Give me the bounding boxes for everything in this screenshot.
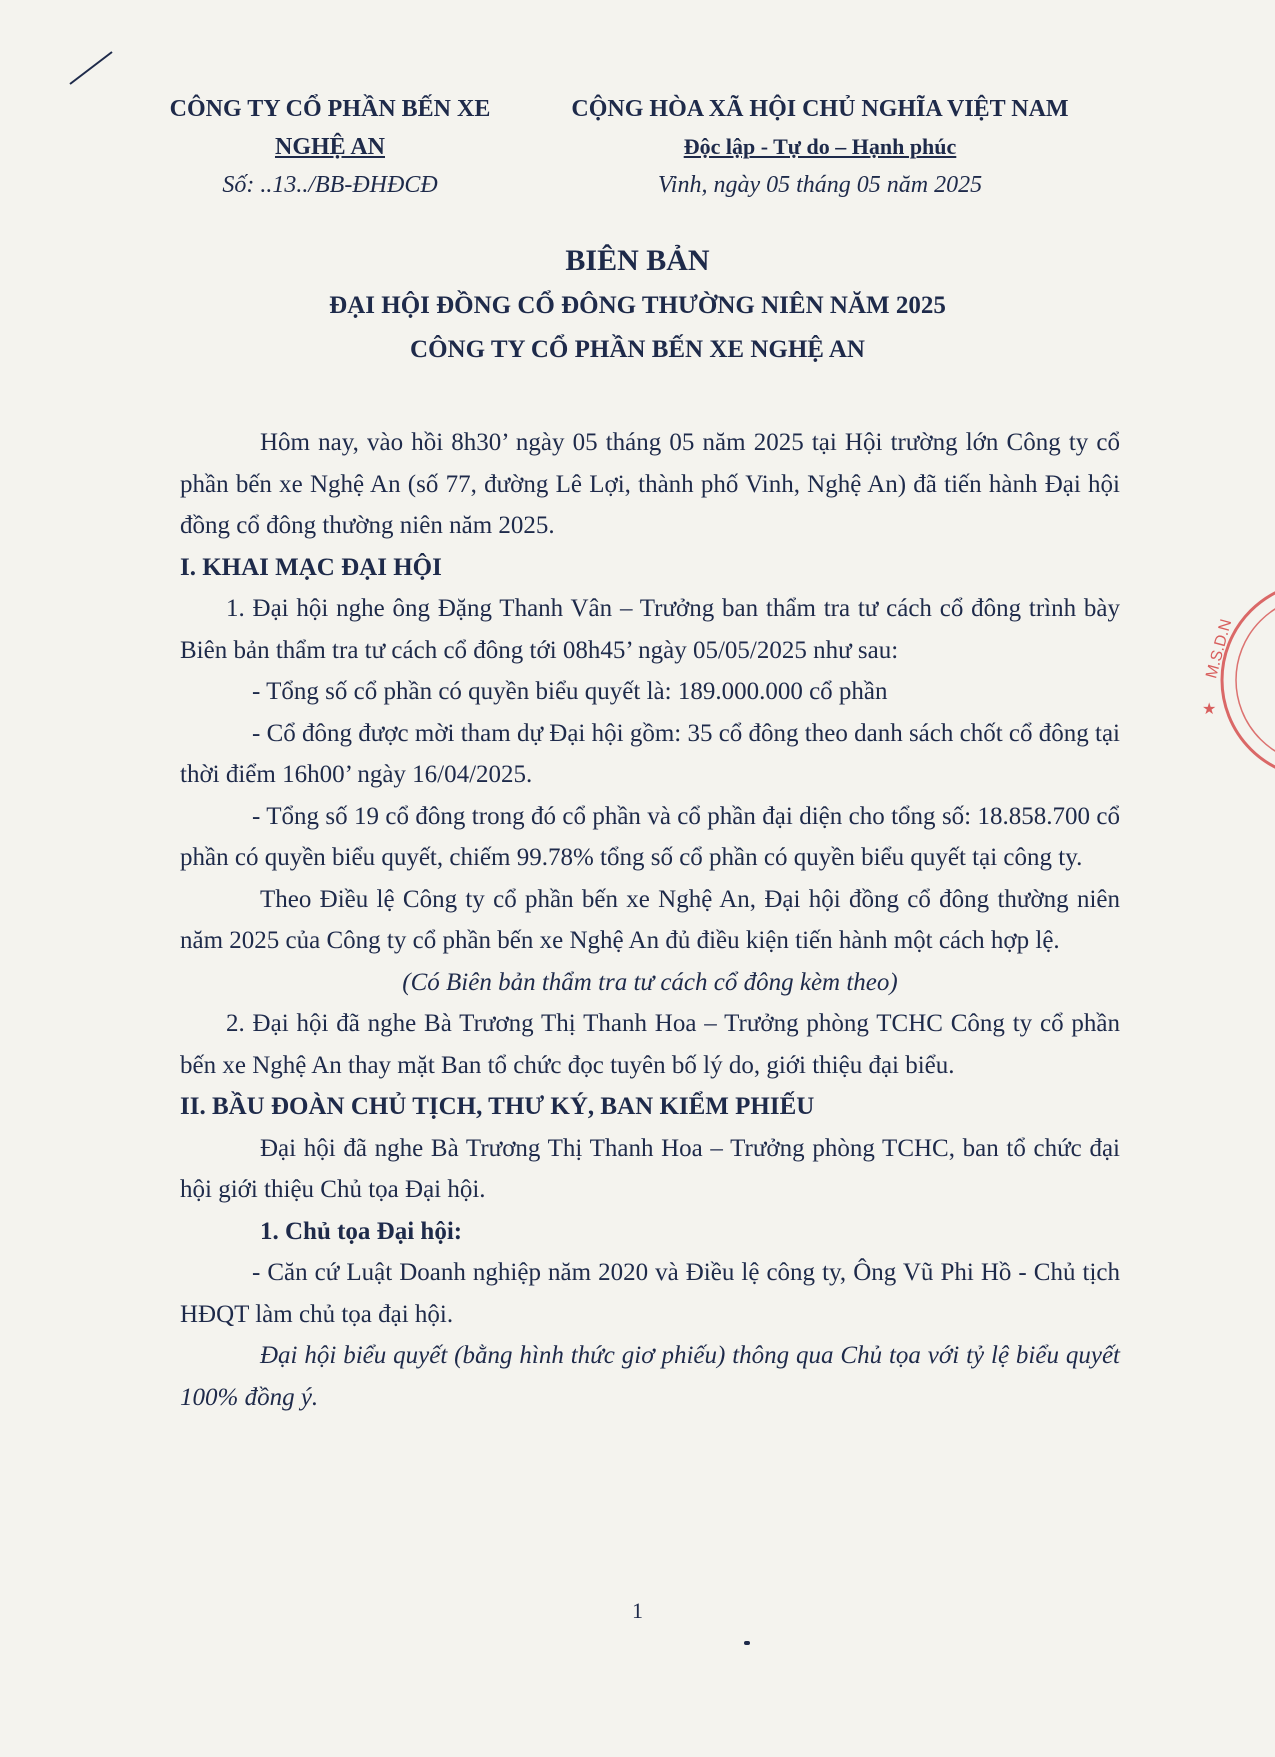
section2-dash1: - Căn cứ Luật Doanh nghiệp năm 2020 và Điều lệ công ty, Ông Vũ Phi Hồ - Chủ tịch HĐQT làm chủ tọa đại hội. (180, 1259, 1120, 1328)
svg-text:M.S.D.N: M.S.D.N (1203, 617, 1236, 681)
section1-dash3: - Tổng số 19 cổ đông trong đó cổ phần và cổ phần đại diện cho tổng số: 18.858.700 cổ phần có quyền biểu quyết, chiếm 99.78% tổng số cổ phần có quyền biểu quyết tại công ty. (180, 802, 1120, 871)
company-name-line2: NGHỆ AN (274, 134, 385, 160)
title-line1: BIÊN BẢN (565, 244, 710, 277)
company-name-line1: CÔNG TY CỔ PHẦN BẾN XE (169, 96, 491, 122)
section1-note: (Có Biên bản thẩm tra tư cách cổ đông kèm theo) (402, 968, 898, 996)
pen-mark-icon (66, 48, 116, 88)
page-number: 1 (632, 1598, 643, 1623)
document-header (0, 90, 1275, 200)
section1-dash2: - Cổ đông được mời tham dự Đại hội gồm: 35 cổ đông theo danh sách chốt cổ đông tại thời điểm 16h00’ ngày 16/04/2025. (180, 719, 1120, 788)
place-date: Vinh, ngày 05 tháng 05 năm 2025 (657, 172, 983, 198)
national-motto: Độc lập - Tự do – Hạnh phúc (683, 134, 957, 159)
section1-item2: 2. Đại hội đã nghe Bà Trương Thị Thanh Hoa – Trưởng phòng TCHC Công ty cổ phần bến xe Nghệ An thay mặt Ban tổ chức đọc tuyên bố lý do, giới thiệu đại biểu. (180, 1010, 1120, 1079)
section2-subheading: 1. Chủ tọa Đại hội: (260, 1217, 463, 1245)
section1-paragraph: Theo Điều lệ Công ty cổ phần bến xe Nghệ An, Đại hội đồng cổ đông thường niên năm 2025 của Công ty cổ phần bến xe Nghệ An đủ điều kiện tiến hành một cách hợp lệ. (180, 885, 1120, 954)
document-number: Số: ..13../BB-ĐHĐCĐ (222, 172, 438, 198)
nation-block (540, 90, 1100, 204)
nation-title: CỘNG HÒA XÃ HỘI CHỦ NGHĨA VIỆT NAM (571, 96, 1069, 122)
svg-text:★: ★ (1202, 701, 1217, 718)
section2-paragraph: Đại hội đã nghe Bà Trương Thị Thanh Hoa – Trưởng phòng TCHC, ban tổ chức đại hội giới thiệu Chủ tọa Đại hội. (180, 1134, 1120, 1203)
section1-dash1: - Tổng số cổ phần có quyền biểu quyết là: 189.000.000 cổ phần (252, 678, 888, 705)
title-line2: ĐẠI HỘI ĐỒNG CỔ ĐÔNG THƯỜNG NIÊN NĂM 2025 (329, 292, 946, 319)
ink-dot (744, 1641, 750, 1645)
section1-heading: I. KHAI MẠC ĐẠI HỘI (180, 553, 442, 581)
company-block (160, 90, 500, 204)
document-body (180, 422, 1120, 1418)
document-title (0, 238, 1275, 372)
intro-paragraph: Hôm nay, vào hồi 8h30’ ngày 05 tháng 05 năm 2025 tại Hội trường lớn Công ty cổ phần bến xe Nghệ An (số 77, đường Lê Lợi, thành phố Vinh, Nghệ An) đã tiến hành Đại hội đồng cổ đông thường niên năm 2025. (180, 429, 1120, 539)
title-line3: CÔNG TY CỔ PHẦN BẾN XE NGHỆ AN (410, 336, 865, 363)
section2-heading: II. BẦU ĐOÀN CHỦ TỊCH, THƯ KÝ, BAN KIỂM PHIẾU (180, 1093, 815, 1120)
section1-item1: 1. Đại hội nghe ông Đặng Thanh Vân – Trưởng ban thẩm tra tư cách cổ đông trình bày Biên bản thẩm tra tư cách cổ đông tới 08h45’ ngày 05/05/2025 như sau: (180, 595, 1120, 664)
section2-vote: Đại hội biểu quyết (bằng hình thức giơ phiếu) thông qua Chủ tọa với tỷ lệ biểu quyết 100% đồng ý. (180, 1342, 1120, 1411)
company-seal-icon (1190, 580, 1275, 780)
